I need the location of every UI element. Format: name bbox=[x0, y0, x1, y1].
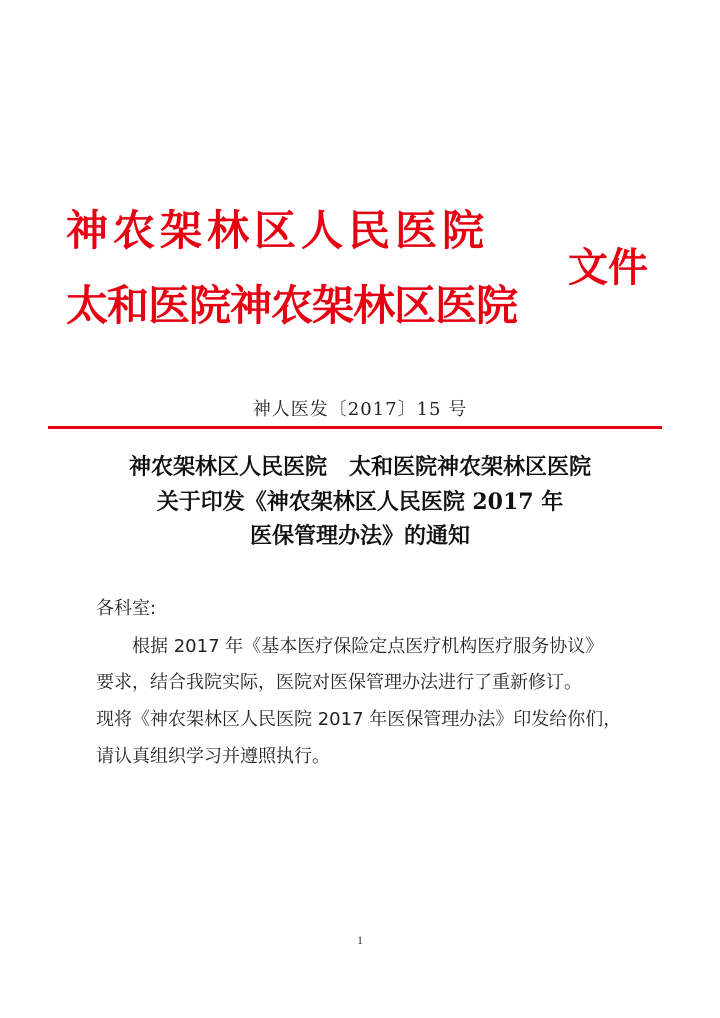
salutation: 各科室: bbox=[96, 598, 157, 619]
red-divider-line bbox=[48, 426, 662, 429]
notice-title-line-2: 关于印发《神农架林区人民医院 2017 年 bbox=[156, 489, 564, 515]
body-line-4: 请认真组织学习并遵照执行。 bbox=[96, 746, 330, 767]
notice-title-line-3: 医保管理办法》的通知 bbox=[249, 523, 470, 549]
notice-title-line-1: 神农架林区人民医院 太和医院神农架林区医院 bbox=[128, 454, 591, 480]
document-type-label: 文件 bbox=[568, 244, 648, 291]
issuer-name-2: 太和医院神农架林区医院 bbox=[66, 281, 518, 330]
body-line-2: 要求，结合我院实际，医院对医保管理办法进行了重新修订。 bbox=[96, 672, 582, 693]
body-line-1: 根据 2017 年《基本医疗保险定点医疗机构医疗服务协议》 bbox=[132, 636, 604, 657]
document-number: 神人医发〔2017〕15 号 bbox=[252, 399, 468, 420]
issuer-name-1: 神农架林区人民医院 bbox=[66, 206, 490, 255]
page-number: 1 bbox=[357, 933, 363, 947]
body-line-3: 现将《神农架林区人民医院 2017 年医保管理办法》印发给你们， bbox=[96, 709, 622, 730]
